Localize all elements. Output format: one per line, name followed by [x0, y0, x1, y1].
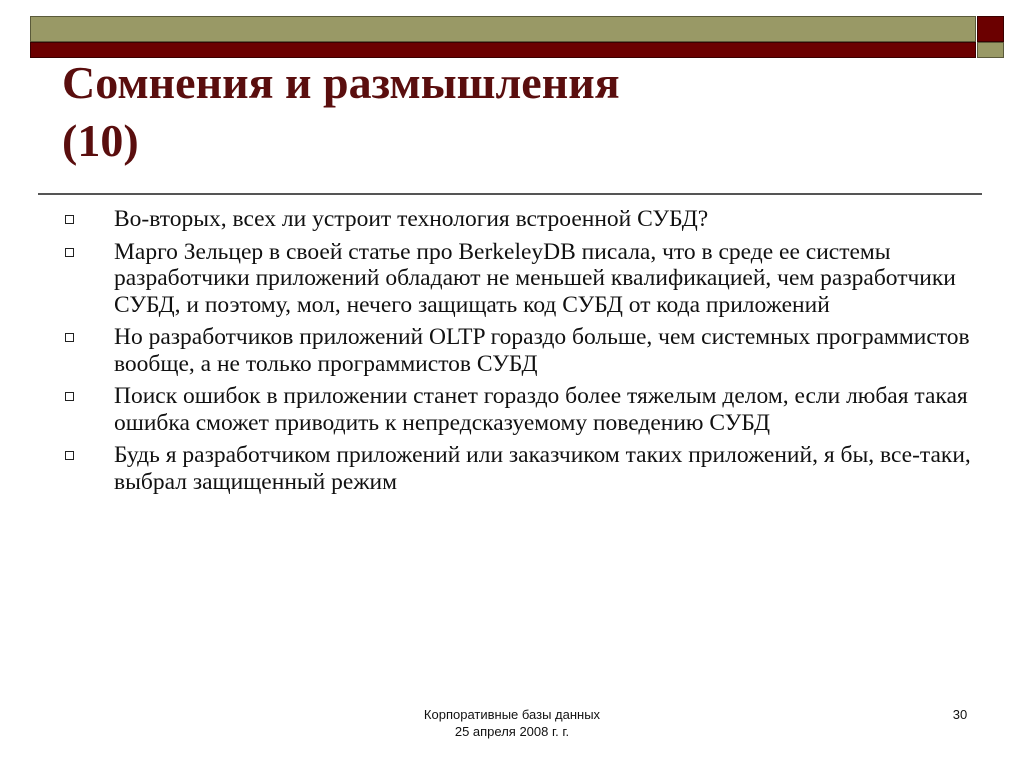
bullet-list: [62, 206, 982, 501]
footer-course-title: Корпоративные базы данных: [423, 707, 601, 722]
bullet-text: Во-вторых, всех ли устроит технология встроенной СУБД?: [114, 206, 709, 232]
bullet-item: [62, 239, 982, 319]
header-square-olive: [977, 42, 1004, 58]
bullet-text: Поиск ошибок в приложении станет гораздо более тяжелым делом, если любая такая ошибка сможет приводить к непредсказуемому поведению СУБД: [114, 383, 968, 436]
slide-title-line1: Сомнения и размышления: [62, 57, 620, 108]
page-number: 30: [952, 707, 968, 722]
hollow-square-icon: [65, 392, 74, 401]
slide-title: [62, 54, 962, 170]
hollow-square-icon: [65, 215, 74, 224]
bullet-item: [62, 206, 982, 233]
footer-caption: [362, 706, 662, 740]
hollow-square-icon: [65, 248, 74, 257]
header-bar-olive: [30, 16, 976, 42]
header-square-red: [977, 16, 1004, 42]
footer-date: 25 апреля 2008 г. г.: [454, 724, 570, 739]
hollow-square-icon: [65, 451, 74, 460]
bullet-item: [62, 383, 982, 436]
bullet-item: [62, 442, 982, 495]
bullet-text: Марго Зельцер в своей статье про BerkeleyDB писала, что в среде ее системы разработчики приложений обладают не меньшей квалификацией, чем разработчики СУБД, и поэтому, мол, нечего защищать код СУБД от кода приложений: [114, 238, 956, 318]
bullet-text: Но разработчиков приложений OLTP гораздо больше, чем системных программистов вообще, а не только программистов СУБД: [114, 324, 970, 377]
title-divider: [38, 193, 982, 195]
slide-title-line2: (10): [62, 115, 139, 166]
bullet-item: [62, 324, 982, 377]
hollow-square-icon: [65, 333, 74, 342]
bullet-text: Будь я разработчиком приложений или заказчиком таких приложений, я бы, все-таки, выбрал защищенный режим: [114, 442, 971, 495]
